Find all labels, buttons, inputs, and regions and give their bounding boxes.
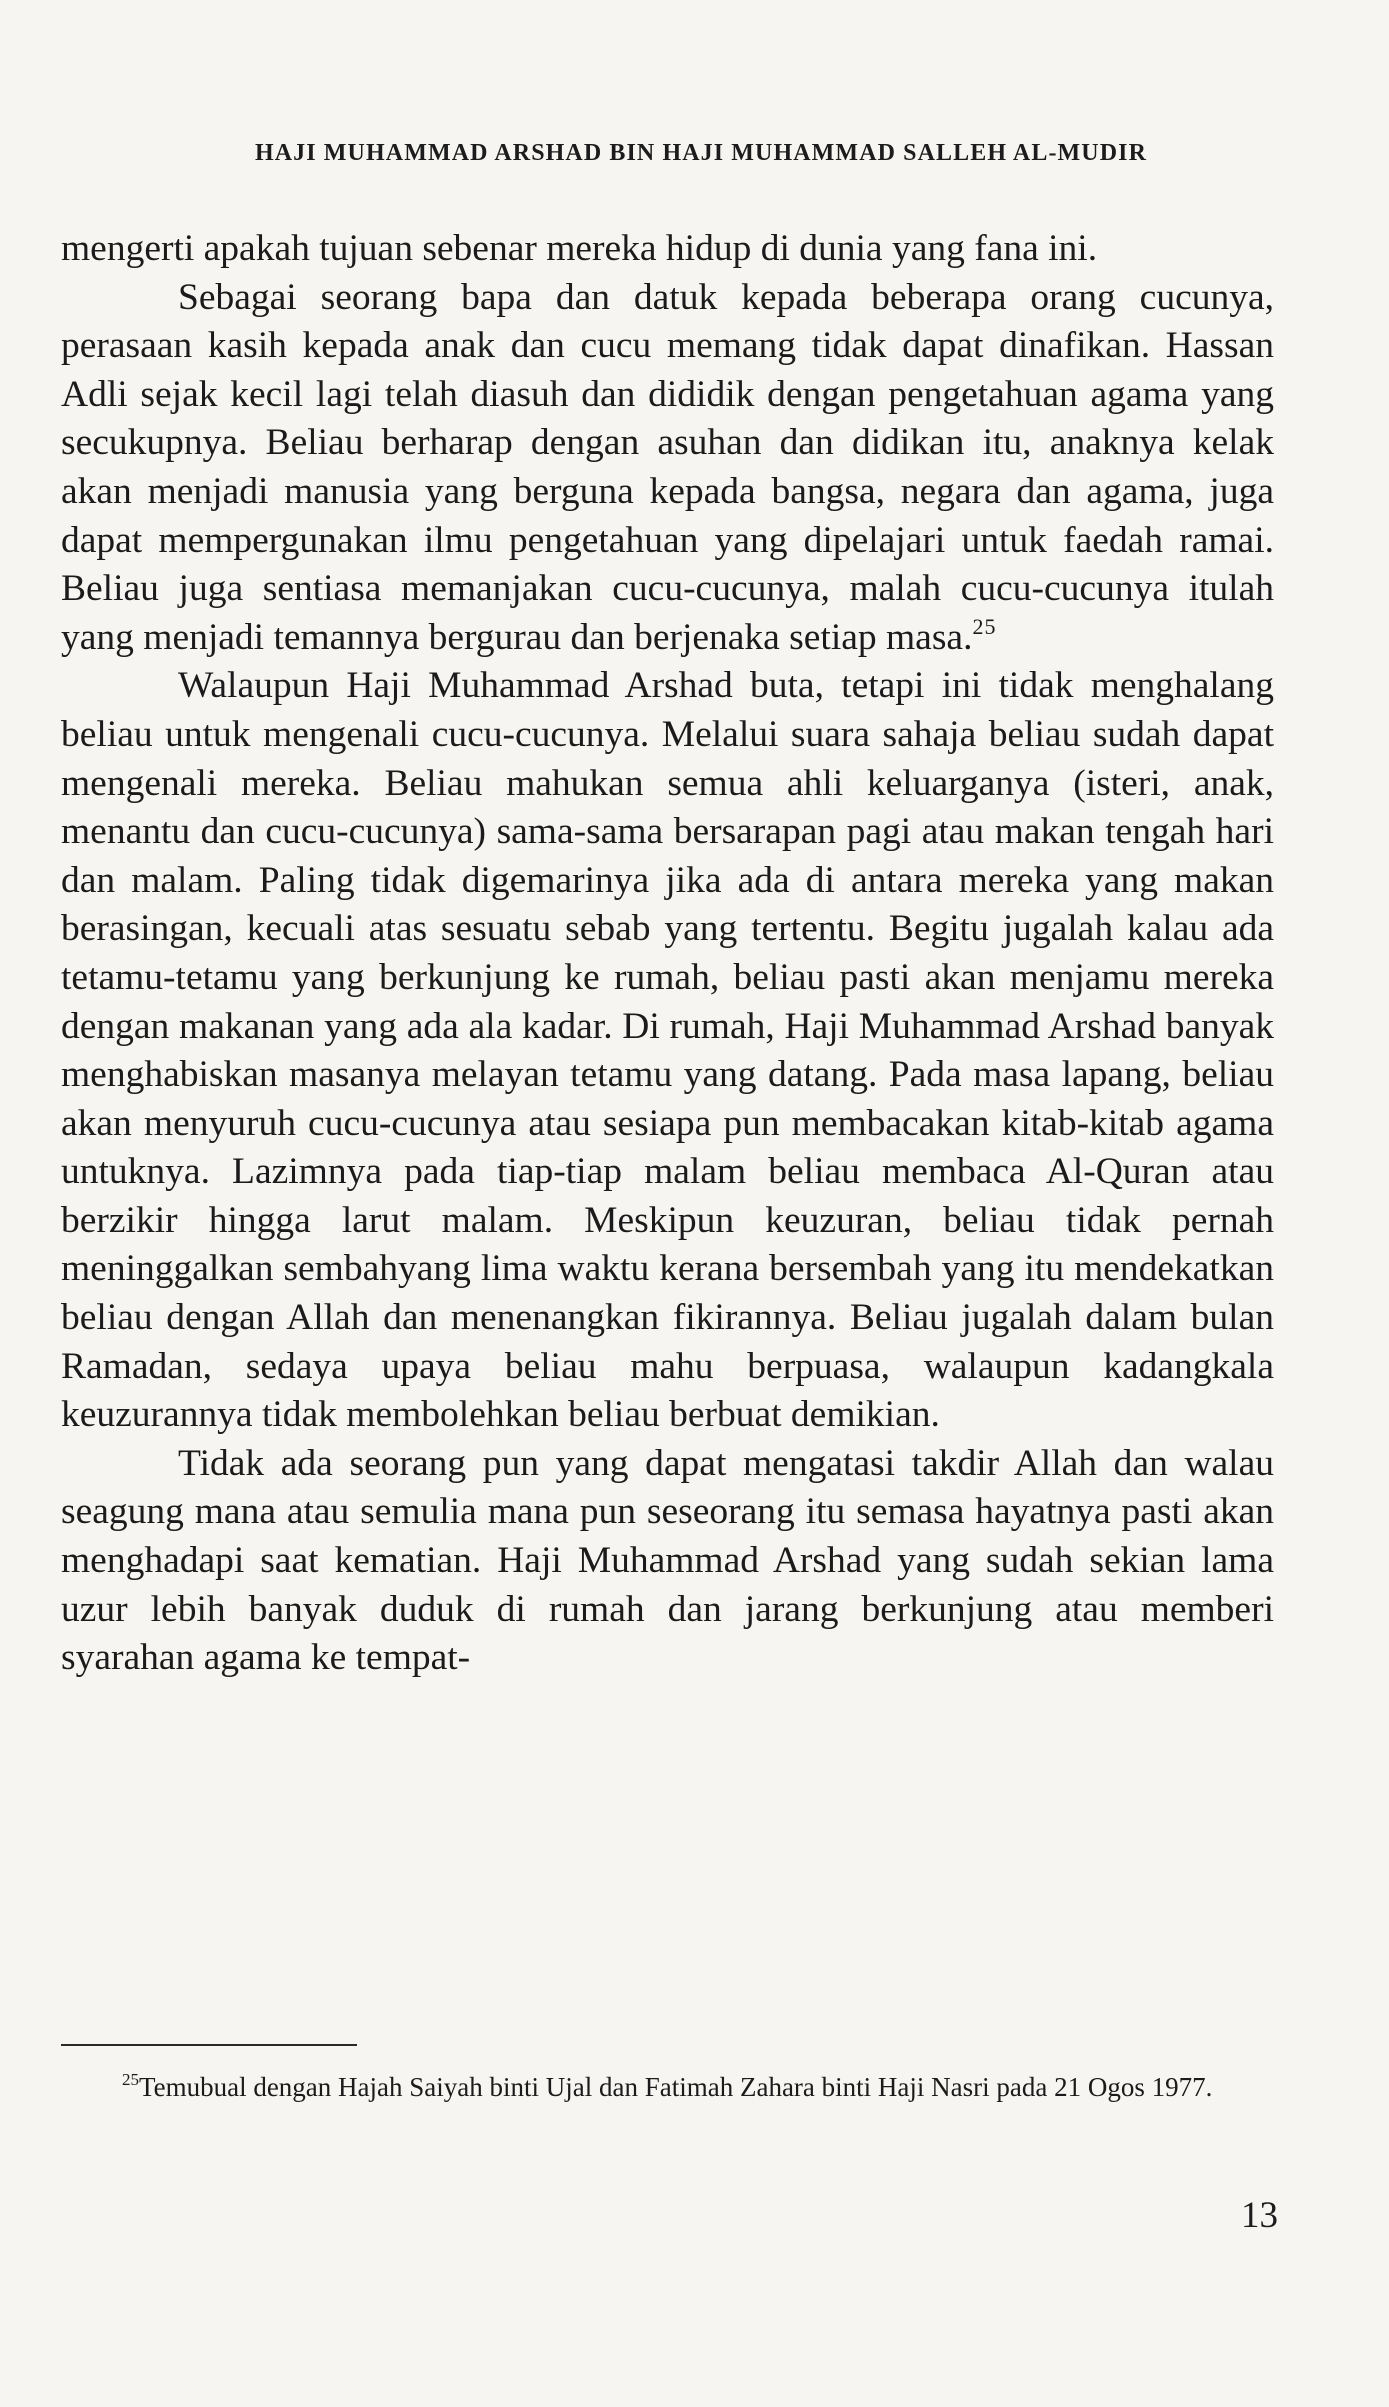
footnote-text: Temubual dengan Hajah Saiyah binti Ujal dan Fatimah Zahara binti Haji Nasri pada 21 Ogos 1977. (139, 2072, 1213, 2102)
footnote-number: 25 (122, 2070, 139, 2089)
paragraph-death: Tidak ada seorang pun yang dapat mengatasi takdir Allah dan walau seagung mana atau semulia mana pun seseorang itu semasa hayatnya pasti akan menghadapi saat kematian. Haji Muhammad Arshad yang sudah sekian lama uzur lebih banyak duduk di rumah dan jarang berkunjung atau memberi syarahan agama ke tempat- (61, 1442, 1274, 1679)
footnote-reference-25: 25 (972, 613, 997, 639)
footnote (61, 2068, 1274, 2107)
paragraph-blindness-daily-life: Walaupun Haji Muhammad Arshad buta, tetapi ini tidak menghalang beliau untuk mengenali cucu-cucunya. Melalui suara sahaja beliau sudah dapat mengenali mereka. Beliau mahukan semua ahli keluarganya (isteri, anak, menantu dan cucu-cucunya) sama-sama bersarapan pagi atau makan tengah hari dan malam. Paling tidak digemarinya jika ada di antara mereka yang makan berasingan, kecuali atas sesuatu sebab yang tertentu. Begitu jugalah kalau ada tetamu-tetamu yang berkunjung ke rumah, beliau pasti akan menjamu mereka dengan makanan yang ada ala kadar. Di rumah, Haji Muhammad Arshad banyak menghabiskan masanya melayan tetamu yang datang. Pada masa lapang, beliau akan menyuruh cucu-cucunya atau sesiapa pun membacakan kitab-kitab agama untuknya. Lazimnya pada tiap-tiap malam beliau membaca Al-Quran atau berzikir hingga larut malam. Meskipun keuzuran, beliau tidak pernah meninggalkan sembahyang lima waktu kerana bersembah yang itu mendekatkan beliau dengan Allah dan menenangkan fikirannya. Beliau jugalah dalam bulan Ramadan, sedaya upaya beliau mahu berpuasa, walaupun kadangkala keuzurannya tidak membolehkan beliau berbuat demikian. (61, 665, 1274, 1436)
paragraph-family-affection (61, 274, 1274, 663)
page-number: 13 (1241, 2195, 1278, 2236)
footnote-divider (61, 2044, 357, 2046)
paragraph-continuation: mengerti apakah tujuan sebenar mereka hidup di dunia yang fana ini. (61, 228, 1098, 269)
paragraph-family-affection-text: Sebagai seorang bapa dan datuk kepada beberapa orang cucunya, perasaan kasih kepada anak dan cucu memang tidak dapat dinafikan. Hassan Adli sejak kecil lagi telah diasuh dan dididik dengan pengetahuan agama yang secukupnya. Beliau berharap dengan asuhan dan didikan itu, anaknya kelak akan menjadi manusia yang berguna kepada bangsa, negara dan agama, juga dapat mempergunakan ilmu pengetahuan yang dipelajari untuk faedah ramai. Beliau juga sentiasa memanjakan cucu-cucunya, malah cucu-cucunya itulah yang menjadi temannya bergurau dan berjenaka setiap masa. (61, 276, 1274, 658)
body-text (61, 225, 1274, 1683)
running-header: HAJI MUHAMMAD ARSHAD BIN HAJI MUHAMMAD SALLEH AL-MUDIR (254, 140, 1148, 166)
